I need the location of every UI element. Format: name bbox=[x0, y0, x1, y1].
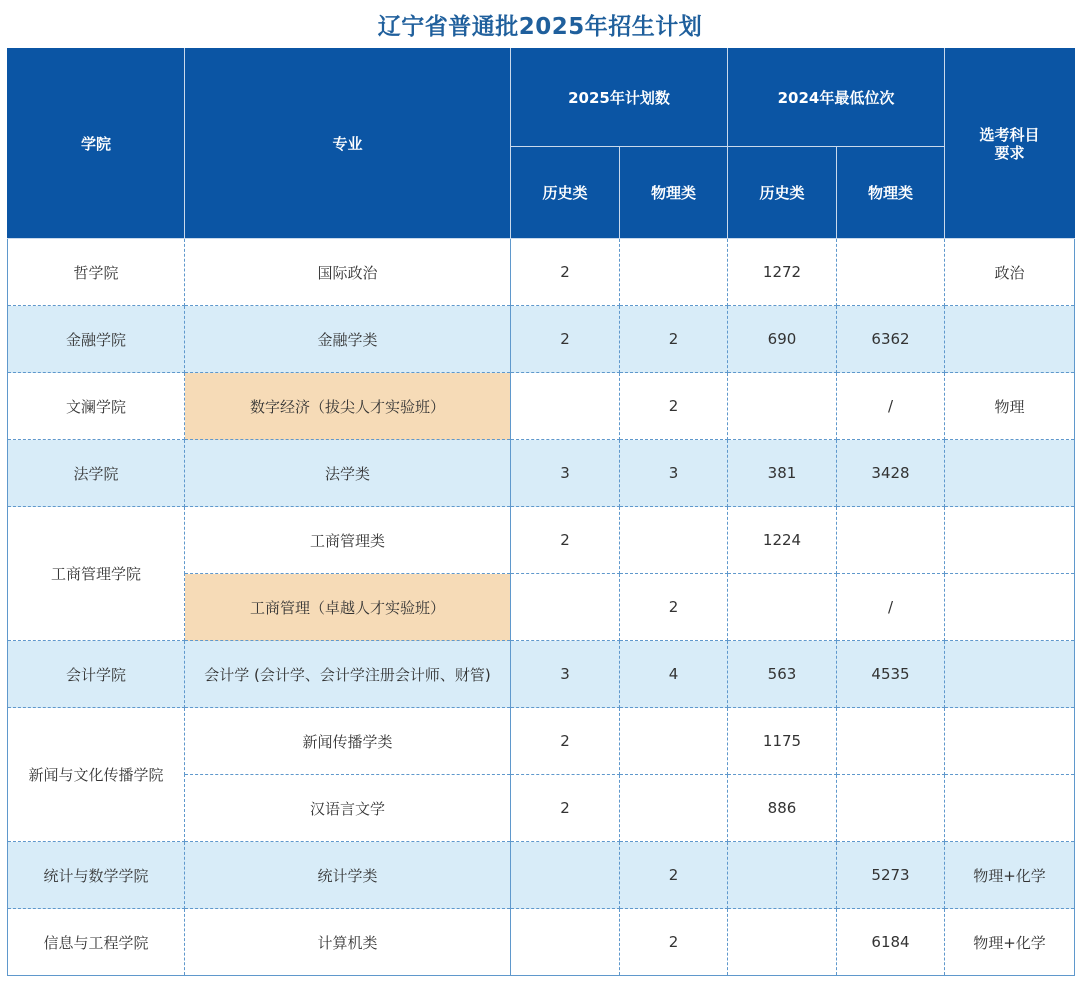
plan-history-cell bbox=[511, 574, 620, 641]
college-cell: 金融学院 bbox=[8, 306, 185, 373]
major-cell: 法学类 bbox=[185, 440, 511, 507]
plan-history-cell bbox=[511, 842, 620, 909]
plan-physics-cell bbox=[620, 775, 728, 842]
rank-physics-cell: 4535 bbox=[837, 641, 945, 708]
header-rank-physics: 物理类 bbox=[837, 147, 945, 239]
major-cell: 汉语言文学 bbox=[185, 775, 511, 842]
header-plan-history: 历史类 bbox=[511, 147, 620, 239]
major-cell: 会计学 (会计学、会计学注册会计师、财管) bbox=[185, 641, 511, 708]
rank-history-cell: 690 bbox=[728, 306, 837, 373]
plan-physics-cell bbox=[620, 239, 728, 306]
plan-physics-cell bbox=[620, 708, 728, 775]
plan-physics-cell: 2 bbox=[620, 842, 728, 909]
table-row bbox=[8, 306, 1075, 373]
college-cell: 工商管理学院 bbox=[8, 507, 185, 641]
table-row bbox=[8, 641, 1075, 708]
rank-physics-cell bbox=[837, 708, 945, 775]
rank-history-cell bbox=[728, 574, 837, 641]
requirement-cell bbox=[945, 507, 1075, 574]
requirement-cell: 物理+化学 bbox=[945, 909, 1075, 976]
plan-physics-cell: 4 bbox=[620, 641, 728, 708]
header-college: 学院 bbox=[8, 49, 185, 239]
plan-history-cell: 3 bbox=[511, 641, 620, 708]
table-row bbox=[8, 373, 1075, 440]
major-cell: 新闻传播学类 bbox=[185, 708, 511, 775]
rank-history-cell bbox=[728, 373, 837, 440]
table-row bbox=[8, 507, 1075, 574]
college-cell: 文澜学院 bbox=[8, 373, 185, 440]
rank-physics-cell: 3428 bbox=[837, 440, 945, 507]
major-cell: 国际政治 bbox=[185, 239, 511, 306]
rank-history-cell: 563 bbox=[728, 641, 837, 708]
requirement-cell bbox=[945, 574, 1075, 641]
major-cell: 计算机类 bbox=[185, 909, 511, 976]
plan-history-cell: 2 bbox=[511, 239, 620, 306]
requirement-cell bbox=[945, 440, 1075, 507]
plan-physics-cell: 2 bbox=[620, 909, 728, 976]
rank-history-cell bbox=[728, 842, 837, 909]
requirement-cell bbox=[945, 775, 1075, 842]
plan-history-cell: 2 bbox=[511, 775, 620, 842]
plan-history-cell bbox=[511, 373, 620, 440]
requirement-cell: 物理 bbox=[945, 373, 1075, 440]
plan-physics-cell: 2 bbox=[620, 574, 728, 641]
header-subject-requirement-text: 选考科目要求 bbox=[979, 125, 1040, 162]
major-cell: 数字经济（拔尖人才实验班） bbox=[185, 373, 511, 440]
rank-physics-cell: / bbox=[837, 373, 945, 440]
plan-history-cell: 2 bbox=[511, 306, 620, 373]
college-cell: 法学院 bbox=[8, 440, 185, 507]
page-title: 辽宁省普通批2025年招生计划 bbox=[377, 13, 703, 40]
plan-physics-cell: 2 bbox=[620, 306, 728, 373]
plan-history-cell: 3 bbox=[511, 440, 620, 507]
table-row bbox=[8, 842, 1075, 909]
rank-physics-cell bbox=[837, 507, 945, 574]
table-row bbox=[8, 909, 1075, 976]
rank-physics-cell bbox=[837, 775, 945, 842]
college-cell: 信息与工程学院 bbox=[8, 909, 185, 976]
rank-history-cell: 1272 bbox=[728, 239, 837, 306]
rank-history-cell: 381 bbox=[728, 440, 837, 507]
enrollment-plan-table bbox=[7, 48, 1075, 976]
header-major: 专业 bbox=[185, 49, 511, 239]
plan-physics-cell: 2 bbox=[620, 373, 728, 440]
requirement-cell bbox=[945, 306, 1075, 373]
plan-physics-cell bbox=[620, 507, 728, 574]
plan-history-cell bbox=[511, 909, 620, 976]
requirement-cell bbox=[945, 641, 1075, 708]
requirement-cell bbox=[945, 708, 1075, 775]
requirement-cell: 政治 bbox=[945, 239, 1075, 306]
header-plan-physics: 物理类 bbox=[620, 147, 728, 239]
rank-physics-cell: / bbox=[837, 574, 945, 641]
rank-physics-cell bbox=[837, 239, 945, 306]
rank-physics-cell: 6184 bbox=[837, 909, 945, 976]
college-cell: 新闻与文化传播学院 bbox=[8, 708, 185, 842]
header-min-rank-2024: 2024年最低位次 bbox=[728, 49, 945, 147]
rank-history-cell: 1224 bbox=[728, 507, 837, 574]
plan-history-cell: 2 bbox=[511, 507, 620, 574]
header-rank-history: 历史类 bbox=[728, 147, 837, 239]
header-plan-2025: 2025年计划数 bbox=[511, 49, 728, 147]
rank-history-cell bbox=[728, 909, 837, 976]
major-cell: 金融学类 bbox=[185, 306, 511, 373]
major-cell: 统计学类 bbox=[185, 842, 511, 909]
college-cell: 会计学院 bbox=[8, 641, 185, 708]
table-row bbox=[8, 708, 1075, 775]
rank-history-cell: 1175 bbox=[728, 708, 837, 775]
table-row bbox=[8, 440, 1075, 507]
rank-physics-cell: 6362 bbox=[837, 306, 945, 373]
college-cell: 哲学院 bbox=[8, 239, 185, 306]
college-cell: 统计与数学学院 bbox=[8, 842, 185, 909]
requirement-cell: 物理+化学 bbox=[945, 842, 1075, 909]
table-row bbox=[8, 239, 1075, 306]
rank-history-cell: 886 bbox=[728, 775, 837, 842]
plan-physics-cell: 3 bbox=[620, 440, 728, 507]
major-cell: 工商管理（卓越人才实验班） bbox=[185, 574, 511, 641]
plan-history-cell: 2 bbox=[511, 708, 620, 775]
major-cell: 工商管理类 bbox=[185, 507, 511, 574]
rank-physics-cell: 5273 bbox=[837, 842, 945, 909]
header-subject-requirement bbox=[945, 49, 1075, 239]
